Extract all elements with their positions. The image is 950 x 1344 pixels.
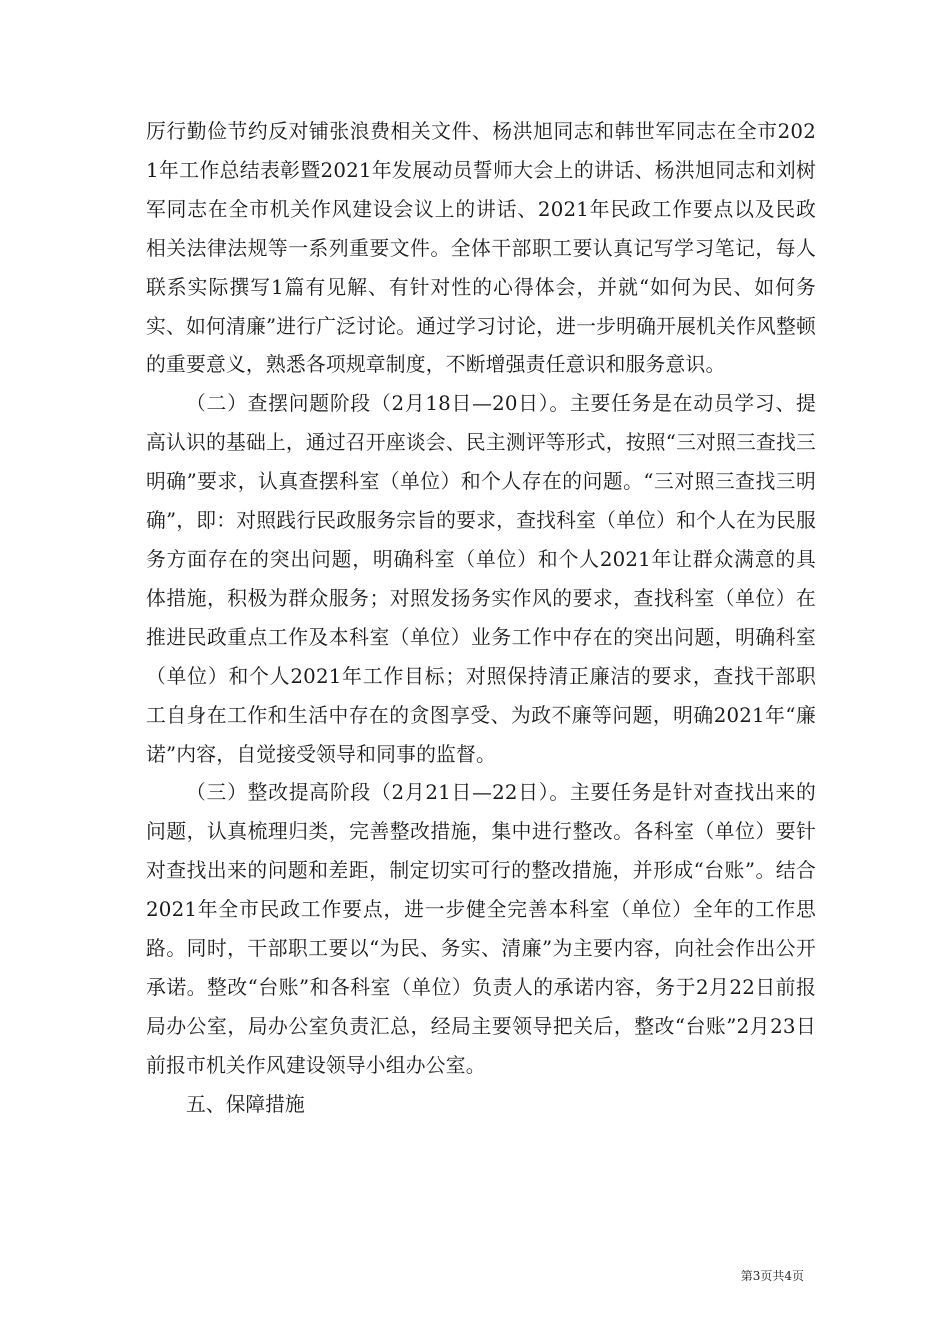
page-number-label: 第3页共4页 — [740, 1269, 804, 1283]
page-number-footer — [741, 1268, 804, 1284]
document-body — [146, 113, 816, 1125]
paragraph-stage-three-rectification: （三）整改提高阶段（2月21日—22日）。主要任务是针对查找出来的问题，认真梳理归类，完善整改措施，集中进行整改。各科室（单位）要针对查找出来的问题和差距，制定切实可行的整改措施，并形成“台账”。结合2021年全市民政工作要点，进一步健全完善本科室（单位）全年的工作思路。同时，干部职工要以“为民、务实、清廉”为主要内容，向社会作出公开承诺。整改“台账”和各科室（单位）负责人的承诺内容，务于2月22日前报局办公室，局办公室负责汇总，经局主要领导把关后，整改“台账”2月23日前报市机关作风建设领导小组办公室。 — [146, 781, 816, 1077]
paragraph-study-documents: 厉行勤俭节约反对铺张浪费相关文件、杨洪旭同志和韩世军同志在全市2021年工作总结表彰暨2021年发展动员誓师大会上的讲话、杨洪旭同志和刘树军同志在全市机关作风建设会议上的讲话、2021年民政工作要点以及民政相关法律法规等一系列重要文件。全体干部职工要认真记写学习笔记，每人联系实际撰写1篇有见解、有针对性的心得体会，并就“如何为民、如何务实、如何清廉”进行广泛讨论。通过学习讨论，进一步明确开展机关作风整顿的重要意义，熟悉各项规章制度，不断增强责任意识和服务意识。 — [146, 120, 816, 377]
section-heading-safeguards: 五、保障措施 — [186, 1092, 305, 1116]
paragraph-stage-two-issue-review: （二）查摆问题阶段（2月18日—20日）。主要任务是在动员学习、提高认识的基础上，通过召开座谈会、民主测评等形式，按照“三对照三查找三明确”要求，认真查摆科室（单位）和个人存在的问题。“三对照三查找三明确”，即：对照践行民政服务宗旨的要求，查找科室（单位）和个人在为民服务方面存在的突出问题，明确科室（单位）和个人2021年让群众满意的具体措施，积极为群众服务；对照发扬务实作风的要求，查找科室（单位）在推进民政重点工作及本科室（单位）业务工作中存在的突出问题，明确科室（单位）和个人2021年工作目标；对照保持清正廉洁的要求，查找干部职工自身在工作和生活中存在的贪图享受、为政不廉等问题，明确2021年“廉诺”内容，自觉接受领导和同事的监督。 — [146, 392, 816, 766]
